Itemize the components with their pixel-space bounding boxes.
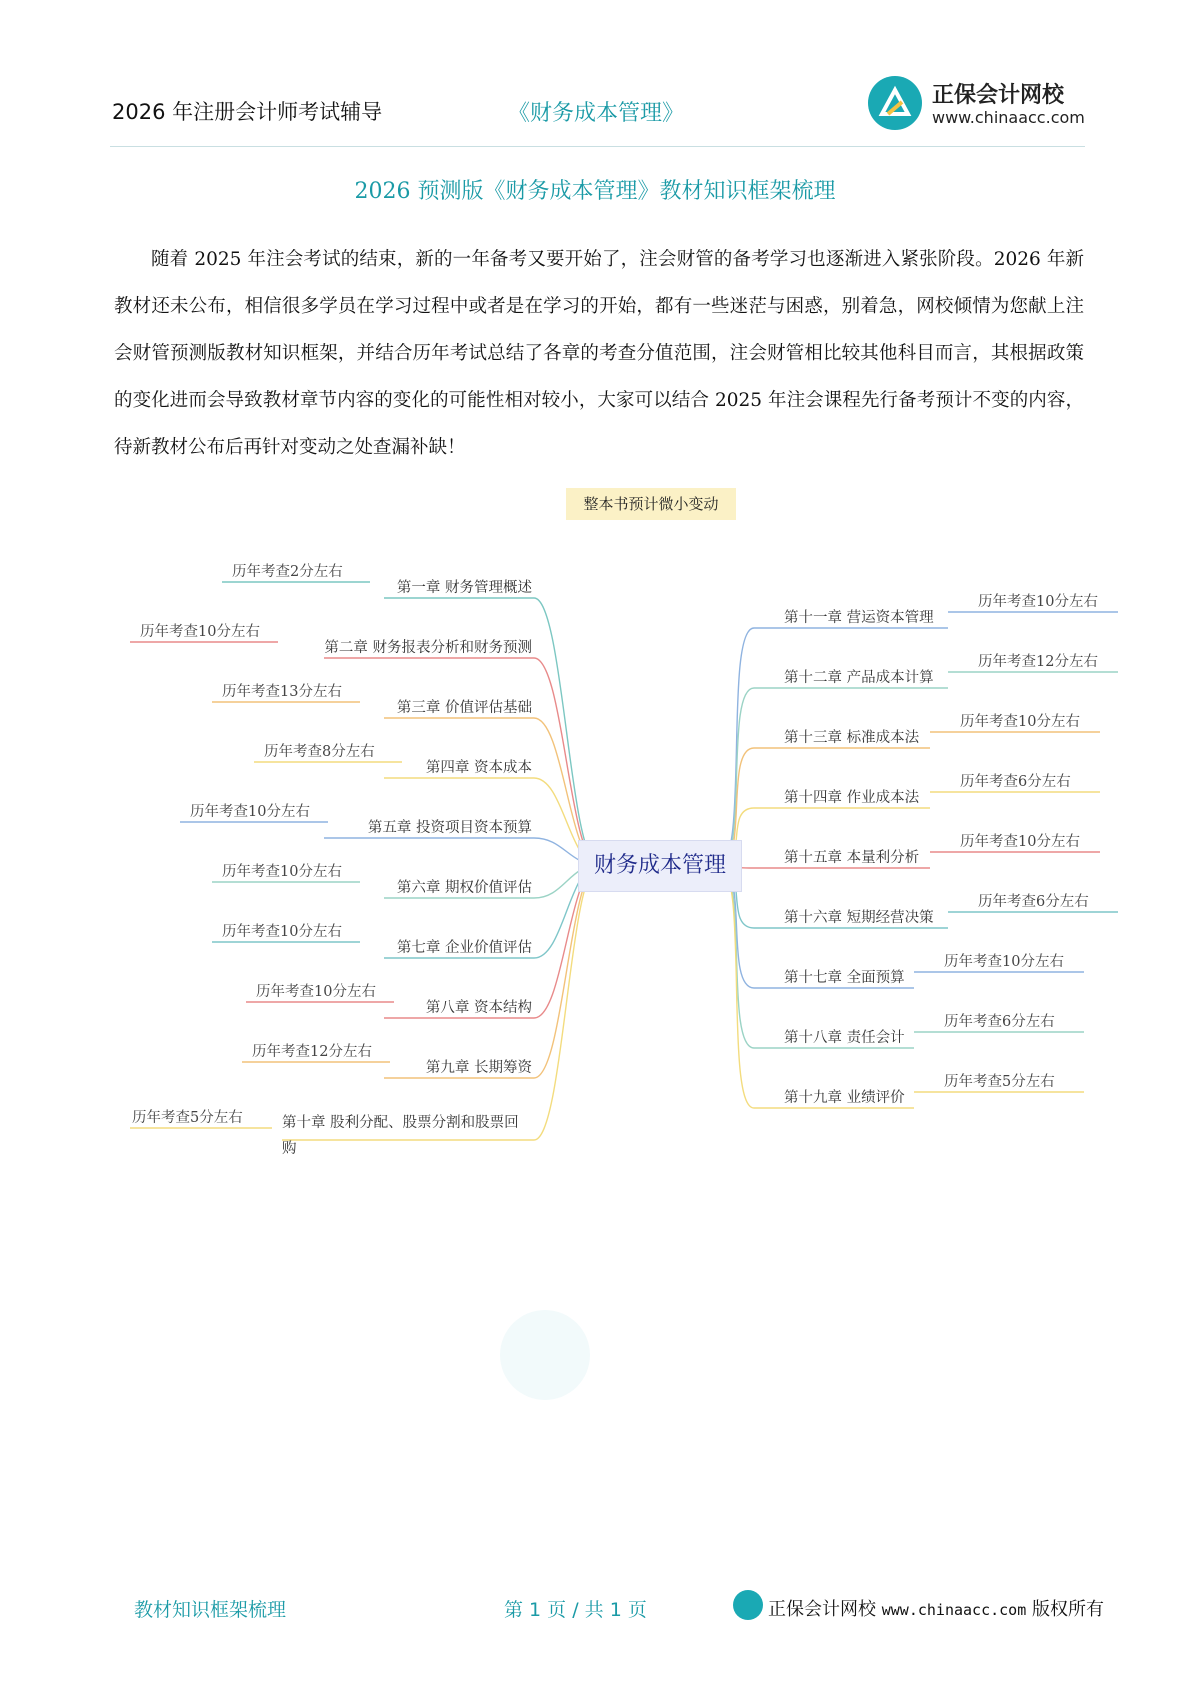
mindmap-branch-right-11 [719, 628, 754, 865]
header-subject: 《财务成本管理》 [508, 101, 685, 126]
hint-label-15: 历年考查10分左右 [960, 834, 1080, 850]
hint-label-8: 历年考查10分左右 [256, 984, 376, 1000]
chapter-label-11: 第十一章 营运资本管理 [784, 610, 934, 626]
chapter-label-13: 第十三章 标准成本法 [784, 730, 920, 746]
hint-label-19: 历年考查5分左右 [944, 1074, 1055, 1090]
hint-label-1: 历年考查2分左右 [232, 564, 343, 580]
hint-label-3: 历年考查13分左右 [222, 684, 342, 700]
chapter-label-19: 第十九章 业绩评价 [784, 1090, 905, 1106]
logo-url-text: www.chinaacc.com [932, 108, 1085, 127]
chapter-label-7: 第七章 企业价值评估 [396, 940, 532, 956]
hint-label-10: 历年考查5分左右 [132, 1110, 243, 1126]
footer-page-number: 第 1 页 / 共 1 页 [504, 1599, 647, 1621]
footer-brand [768, 1595, 1104, 1621]
hint-label-12: 历年考查12分左右 [978, 654, 1098, 670]
hint-label-2: 历年考查10分左右 [140, 624, 260, 640]
footer-url: www.chinaacc.com [881, 1601, 1027, 1619]
mindmap-branch-left-1 [534, 598, 599, 865]
hint-label-4: 历年考查8分左右 [264, 744, 375, 760]
document-title: 2026 预测版《财务成本管理》教材知识框架梳理 [354, 179, 836, 204]
footer-rights: 版权所有 [1031, 1599, 1104, 1620]
chapter-label-3: 第三章 价值评估基础 [396, 700, 532, 716]
hint-label-17: 历年考查10分左右 [944, 954, 1064, 970]
chapter-label-8: 第八章 资本结构 [425, 1000, 532, 1016]
footer-brand-name: 正保会计网校 [768, 1599, 876, 1620]
footer-logo-icon [733, 1590, 763, 1620]
chapter-label-6: 第六章 期权价值评估 [396, 880, 532, 896]
header-exam-title: 2026 年注册会计师考试辅导 [112, 100, 383, 124]
intro-text: 随着 2025 年注会考试的结束，新的一年备考又要开始了，注会财管的备考学习也逐渐进入紧张阶段。2026 年新教材还未公布，相信很多学员在学习过程中或者是在学习的开始，都有一些迷茫与困惑，别着急，网校倾情为您献上注会财管预测版教材知识框架，并结合历年考试总结了各章的考查分值范围，注会财管相比较其他科目而言，其根据政策的变化进而会导致教材章节内容的变化的可能性相对较小，大家可以结合 2025 年注会课程先行备考预计不变的内容，待新教材公布后再针对变动之处查漏补缺！ [114, 249, 1084, 458]
hint-label-16: 历年考查6分左右 [978, 894, 1089, 910]
mindmap-branch-left-10 [534, 865, 599, 1140]
chapter-label-4: 第四章 资本成本 [425, 760, 532, 776]
hint-label-7: 历年考查10分左右 [222, 924, 342, 940]
chapter-label-15: 第十五章 本量利分析 [784, 850, 920, 866]
chapter-label-10: 第十章 股利分配、股票分割和股票回购 [282, 1115, 519, 1157]
chapter-label-2: 第二章 财务报表分析和财务预测 [324, 640, 532, 656]
chapter-label-16: 第十六章 短期经营决策 [784, 910, 934, 926]
chapter-label-12: 第十二章 产品成本计算 [784, 670, 934, 686]
mindmap-center-node: 财务成本管理 [578, 840, 742, 892]
hint-label-18: 历年考查6分左右 [944, 1014, 1055, 1030]
hint-label-6: 历年考查10分左右 [222, 864, 342, 880]
chapter-label-1: 第一章 财务管理概述 [396, 580, 532, 596]
change-banner: 整本书预计微小变动 [566, 488, 736, 520]
chapter-label-5: 第五章 投资项目资本预算 [367, 820, 532, 836]
chapter-label-17: 第十七章 全面预算 [784, 970, 905, 986]
footer-section-name: 教材知识框架梳理 [134, 1599, 287, 1621]
chapter-label-9: 第九章 长期筹资 [425, 1060, 532, 1076]
logo-brand-text: 正保会计网校 [932, 83, 1065, 108]
hint-label-9: 历年考查12分左右 [252, 1044, 372, 1060]
hint-label-14: 历年考查6分左右 [960, 774, 1071, 790]
chapter-label-14: 第十四章 作业成本法 [784, 790, 920, 806]
hint-label-13: 历年考查10分左右 [960, 714, 1080, 730]
hint-label-5: 历年考查10分左右 [190, 804, 310, 820]
hint-label-11: 历年考查10分左右 [978, 594, 1098, 610]
chapter-label-18: 第十八章 责任会计 [784, 1030, 905, 1046]
mindmap-branch-left-2 [534, 658, 599, 865]
